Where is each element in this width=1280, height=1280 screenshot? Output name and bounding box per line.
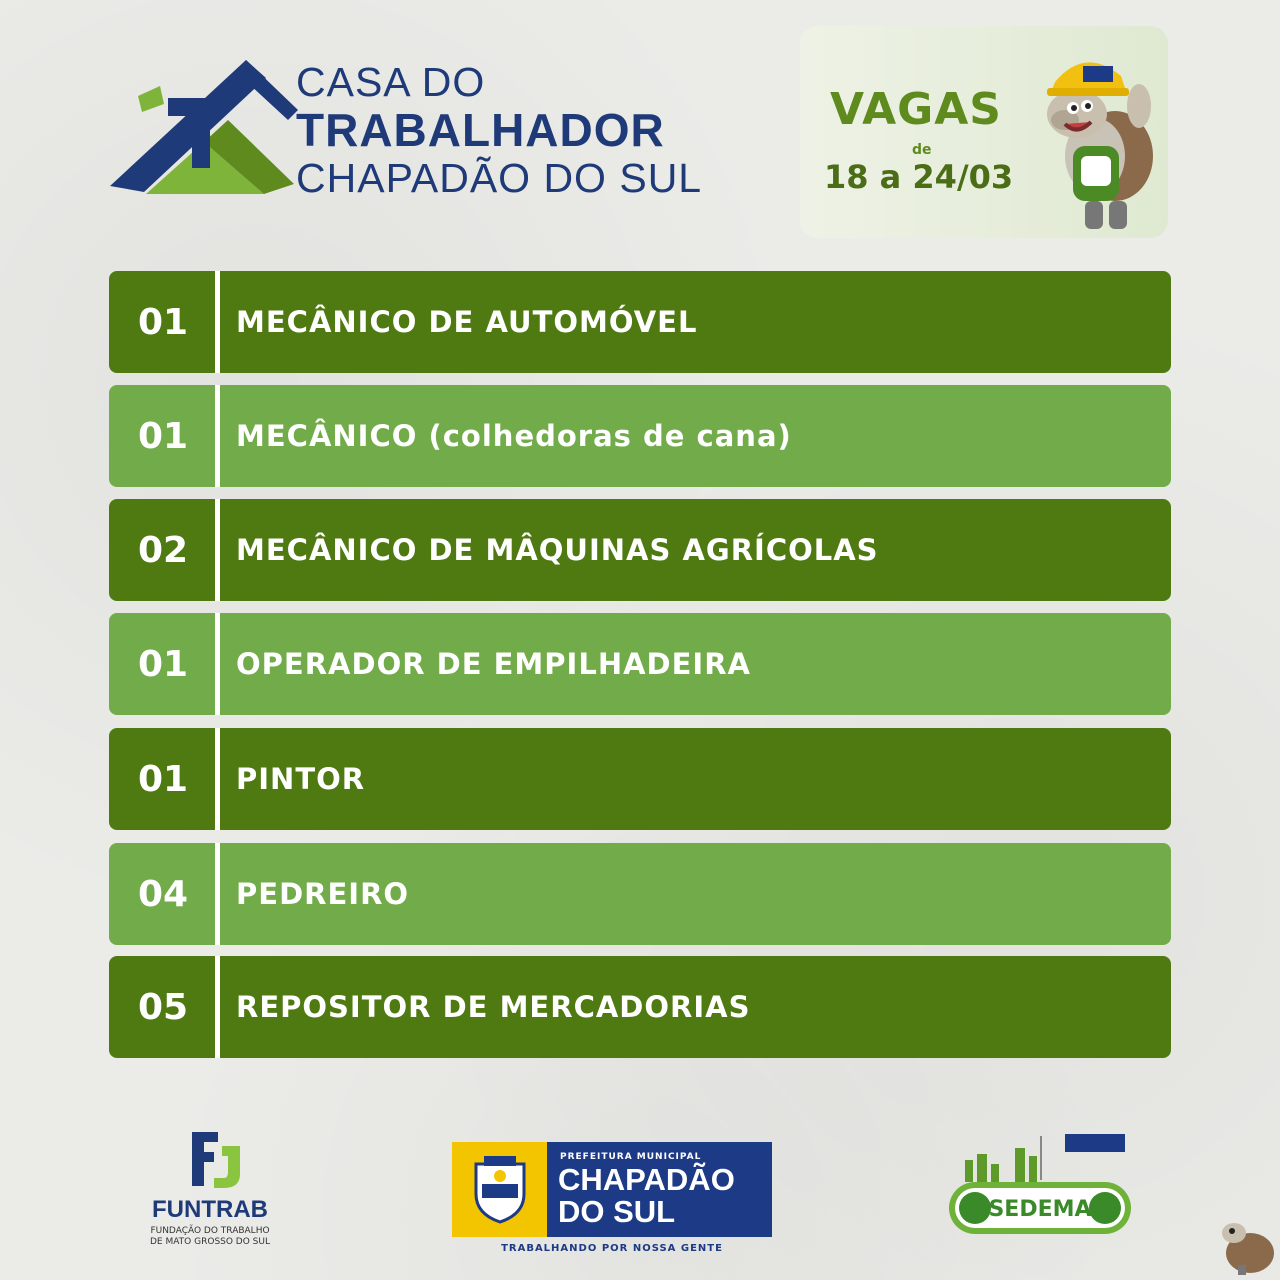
prefeitura-logo [452, 1142, 772, 1254]
job-row [109, 843, 1171, 945]
job-title: MECÂNICO DE MÂQUINAS AGRÍCOLAS [236, 533, 879, 567]
sedema-logo [945, 1130, 1135, 1240]
vagas-promo-card [800, 26, 1168, 238]
corner-armadillo-icon [1218, 1215, 1278, 1277]
prefeitura-tagline: TRABALHANDO POR NOSSA GENTE [501, 1243, 723, 1254]
armadillo-mascot-icon [1025, 36, 1165, 236]
job-count: 01 [137, 758, 189, 800]
brand-title [296, 58, 702, 202]
funtrab-sub-line1: FUNDAÇÃO DO TRABALHO [150, 1226, 270, 1236]
job-title: OPERADOR DE EMPILHADEIRA [236, 647, 751, 681]
funtrab-sub-line2: DE MATO GROSSO DO SUL [149, 1237, 270, 1247]
vagas-connector: de [912, 142, 932, 158]
funtrab-name: FUNTRAB [152, 1196, 268, 1223]
prefeitura-city-line1: CHAPADÃO [558, 1162, 735, 1197]
funtrab-mark-icon [184, 1128, 244, 1190]
job-count: 01 [137, 301, 189, 343]
job-row [109, 728, 1171, 830]
job-count: 05 [137, 986, 189, 1028]
brand-line-1: CASA DO [296, 59, 486, 105]
prefeitura-label: PREFEITURA MUNICIPAL [560, 1152, 702, 1162]
prefeitura-city-line2: DO SUL [558, 1194, 676, 1229]
job-count: 01 [137, 415, 189, 457]
brand-line-3: CHAPADÃO DO SUL [296, 155, 703, 201]
job-row [109, 385, 1171, 487]
job-row [109, 956, 1171, 1058]
job-title: PEDREIRO [236, 877, 410, 911]
job-title: REPOSITOR DE MERCADORIAS [236, 990, 751, 1024]
job-count: 02 [137, 529, 189, 571]
job-row [109, 613, 1171, 715]
job-count: 01 [137, 643, 189, 685]
sedema-name: SEDEMA [988, 1197, 1092, 1222]
vagas-title: VAGAS [830, 84, 1002, 135]
funtrab-logo [140, 1128, 280, 1258]
job-row [109, 271, 1171, 373]
job-count: 04 [137, 873, 189, 915]
job-title: MECÂNICO DE AUTOMÓVEL [236, 305, 698, 339]
job-row [109, 499, 1171, 601]
vagas-dates: 18 a 24/03 [824, 158, 1014, 196]
brand-line-2: TRABALHADOR [296, 104, 665, 156]
casa-do-trabalhador-logo [108, 58, 298, 198]
job-title: MECÂNICO (colhedoras de cana) [236, 419, 792, 453]
funtrab-subtitle [140, 1226, 280, 1248]
job-title: PINTOR [236, 762, 366, 796]
municipal-crest-icon [470, 1154, 530, 1224]
prefeitura-crest-panel [452, 1142, 547, 1237]
